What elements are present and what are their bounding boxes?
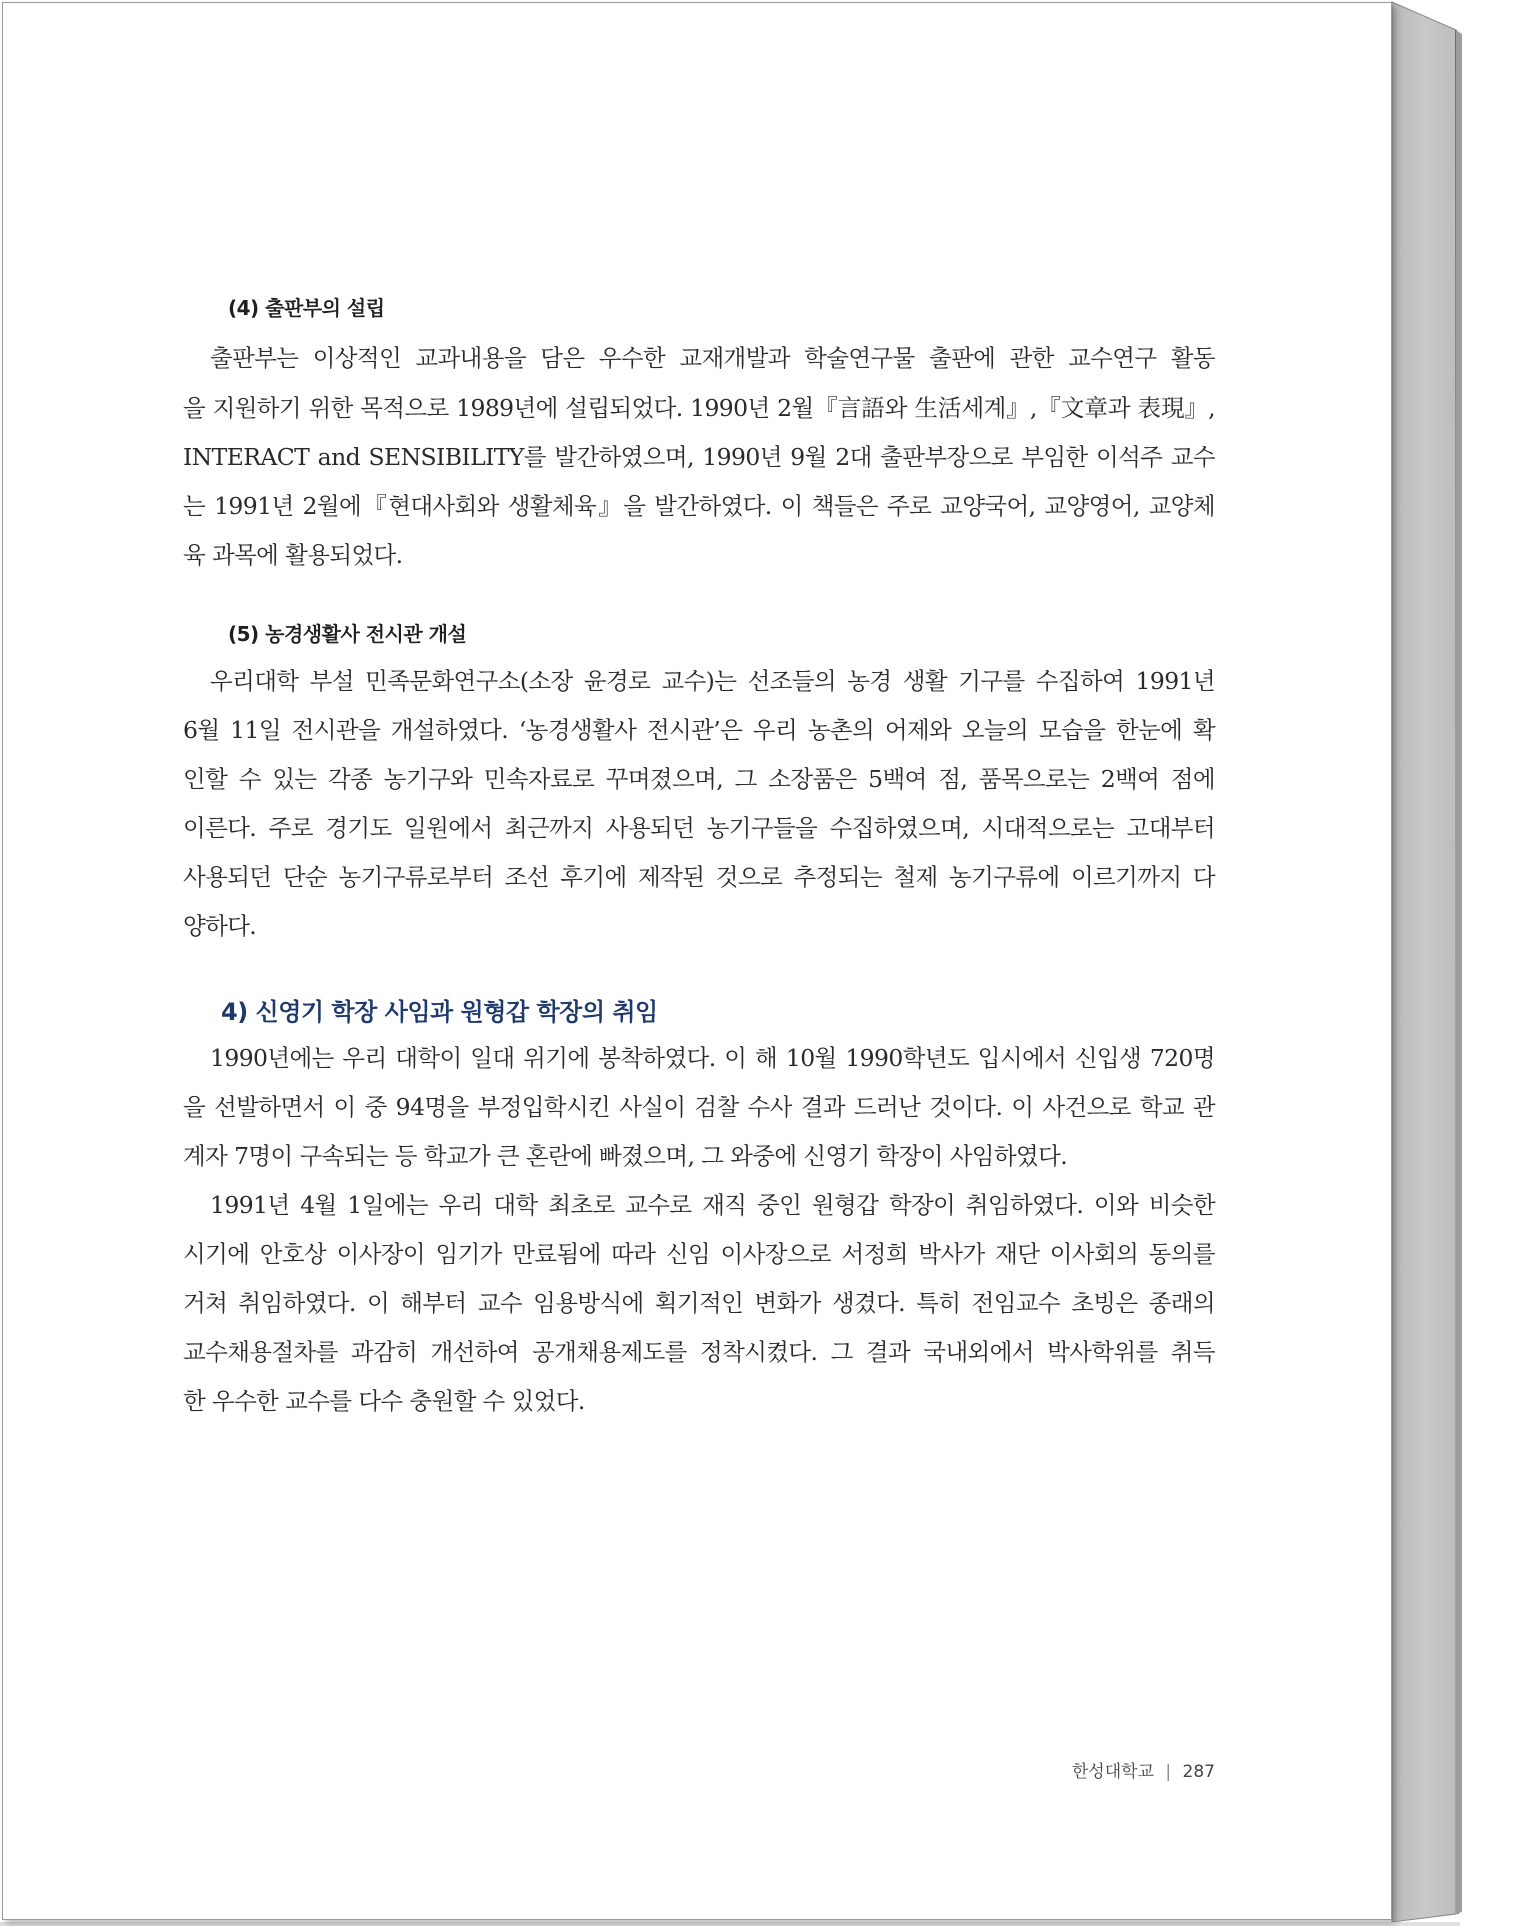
section-heading-presidents: 4) 신영기 학장 사임과 원형갑 학장의 취임	[221, 998, 658, 1026]
paragraph-line: 1991년 4월 1일에는 우리 대학 최초로 교수로 재직 중인 원형갑 학장이 취임하였다. 이와 비슷한	[210, 1191, 1215, 1219]
paragraph-line: 양하다.	[183, 912, 257, 940]
footer-separator: |	[1165, 1762, 1172, 1782]
section-heading-publishing: (4) 출판부의 설립	[228, 296, 385, 320]
paragraph-line: 한 우수한 교수를 다수 충원할 수 있었다.	[183, 1387, 585, 1415]
paragraph-line: 6월 11일 전시관을 개설하였다. ‘농경생활사 전시관’은 우리 농촌의 어제와 오늘의 모습을 한눈에 확	[183, 716, 1215, 744]
paragraph-line: 시기에 안호상 이사장이 임기가 만료됨에 따라 신임 이사장으로 서정희 박사가 재단 이사회의 동의를	[183, 1240, 1215, 1268]
paragraph-line: 사용되던 단순 농기구류로부터 조선 후기에 제작된 것으로 추정되는 철제 농기구류에 이르기까지 다	[183, 863, 1215, 891]
paragraph-line: 을 지원하기 위한 목적으로 1989년에 설립되었다. 1990년 2월『言語와 生活세계』,『文章과 表現』,	[183, 394, 1215, 422]
paragraph-line: 출판부는 이상적인 교과내용을 담은 우수한 교재개발과 학술연구물 출판에 관한 교수연구 활동	[210, 344, 1215, 372]
paragraph-line: INTERACT and SENSIBILITY를 발간하였으며, 1990년 9월 2대 출판부장으로 부임한 이석주 교수	[183, 443, 1215, 471]
paragraph-line: 교수채용절차를 과감히 개선하여 공개채용제도를 정착시켰다. 그 결과 국내외에서 박사학위를 취득	[183, 1338, 1215, 1366]
section-heading-museum: (5) 농경생활사 전시관 개설	[228, 622, 467, 646]
document-page	[2, 2, 1392, 1920]
paragraph-line: 계자 7명이 구속되는 등 학교가 큰 혼란에 빠졌으며, 그 와중에 신영기 학장이 사임하였다.	[183, 1142, 1068, 1170]
page-number: 287	[1182, 1762, 1215, 1782]
paragraph-line: 는 1991년 2월에『현대사회와 생활체육』을 발간하였다. 이 책들은 주로 교양국어, 교양영어, 교양체	[183, 492, 1215, 520]
paragraph-line: 이른다. 주로 경기도 일원에서 최근까지 사용되던 농기구들을 수집하였으며, 시대적으로는 고대부터	[183, 814, 1215, 842]
paragraph-line: 우리대학 부설 민족문화연구소(소장 윤경로 교수)는 선조들의 농경 생활 기구를 수집하여 1991년	[210, 667, 1215, 695]
footer-university-name: 한성대학교	[1071, 1762, 1154, 1782]
page-footer	[1040, 1757, 1215, 1782]
paragraph-line: 육 과목에 활용되었다.	[183, 541, 403, 569]
paragraph-line: 거쳐 취임하였다. 이 해부터 교수 임용방식에 획기적인 변화가 생겼다. 특히 전임교수 초빙은 종래의	[183, 1289, 1215, 1317]
paragraph-line: 인할 수 있는 각종 농기구와 민속자료로 꾸며졌으며, 그 소장품은 5백여 점, 품목으로는 2백여 점에	[183, 765, 1215, 793]
paragraph-line: 1990년에는 우리 대학이 일대 위기에 봉착하였다. 이 해 10월 1990학년도 입시에서 신입생 720명	[210, 1044, 1215, 1072]
paragraph-line: 을 선발하면서 이 중 94명을 부정입학시킨 사실이 검찰 수사 결과 드러난 것이다. 이 사건으로 학교 관	[183, 1093, 1215, 1121]
